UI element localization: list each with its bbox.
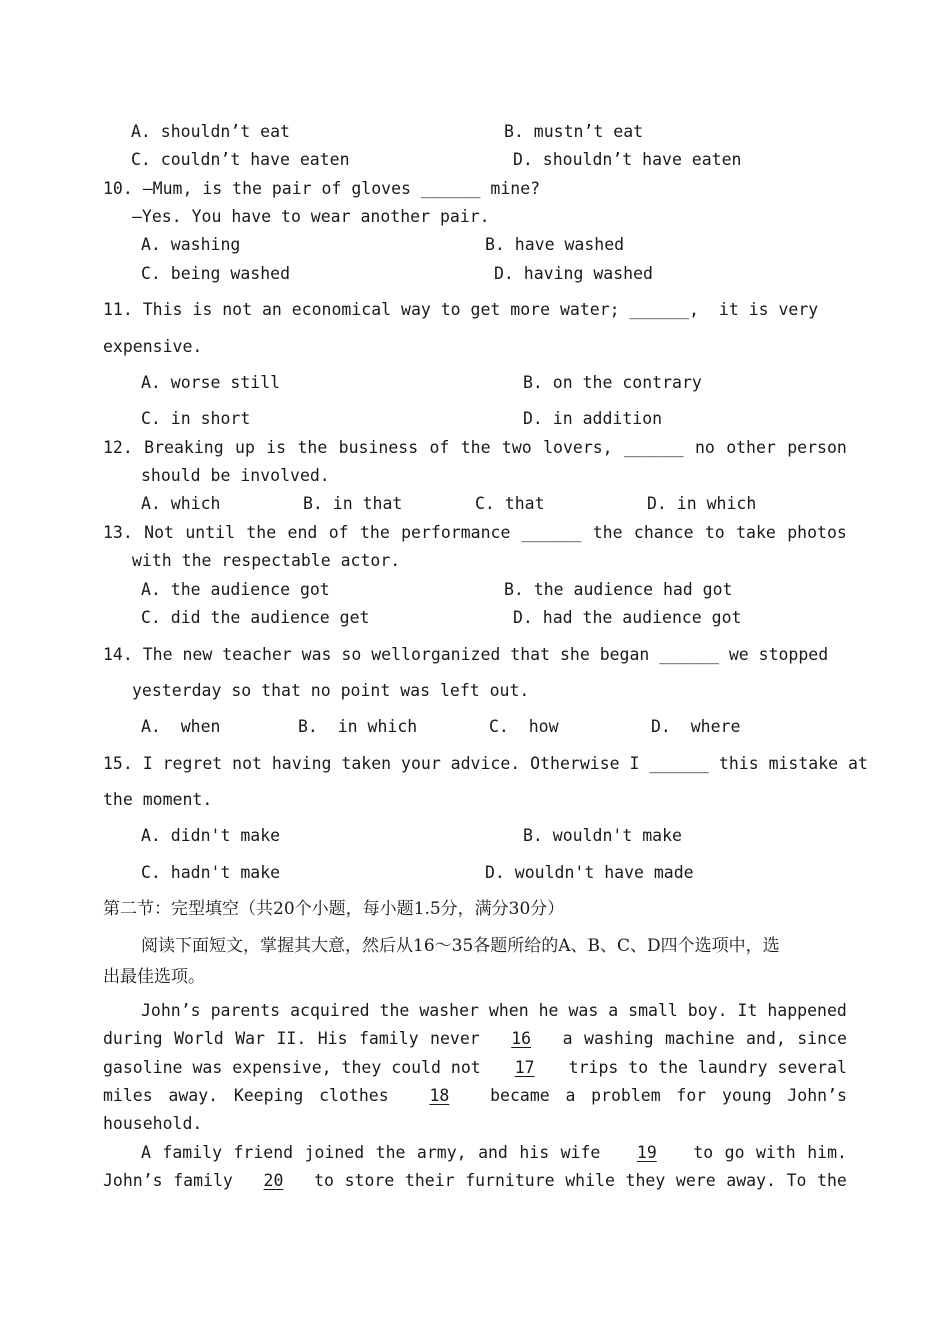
word: furniture xyxy=(465,1171,555,1190)
word: a xyxy=(608,1001,619,1020)
word: up xyxy=(235,438,255,457)
word: the xyxy=(246,523,277,542)
passage-p1-line2 xyxy=(103,1029,847,1049)
q12-option-a: A. which xyxy=(141,494,221,513)
section-instructions-line1: 阅读下面短文，掌握其大意，然后从16～35各题所给的A、B、C、D四个选项中，选 xyxy=(141,936,780,956)
word: was xyxy=(568,1001,599,1020)
word: lovers, xyxy=(543,438,613,457)
word: of xyxy=(328,523,349,542)
q14-option-d: D. where xyxy=(651,717,741,736)
q15-option-b: B. wouldn't make xyxy=(523,826,682,845)
q11-option-d: D. in addition xyxy=(523,409,663,428)
word: problem xyxy=(591,1086,661,1105)
word: not xyxy=(450,1058,481,1077)
q11-stem-line1: 11. This is not an economical way to get more water; ______, it is very xyxy=(103,300,819,319)
q10-option-d: D. having washed xyxy=(494,264,653,283)
word: laundry xyxy=(697,1058,768,1077)
word: never xyxy=(430,1029,480,1048)
q10-option-b: B. have washed xyxy=(485,235,625,254)
word: ______ xyxy=(623,438,684,457)
word: a xyxy=(562,1029,573,1048)
word: became xyxy=(490,1086,550,1105)
q14-stem-line2: yesterday so that no point was left out. xyxy=(132,681,530,700)
word: young xyxy=(721,1086,772,1105)
q12-stem-line2: should be involved. xyxy=(141,466,330,485)
word: A xyxy=(141,1143,151,1162)
section-heading: 第二节：完型填空（共20个小题，每小题1.5分，满分30分） xyxy=(103,899,565,919)
q15-stem-line2: the moment. xyxy=(103,790,213,809)
q10-stem-line1: 10. —Mum, is the pair of gloves ______ mine? xyxy=(103,179,541,198)
word: performance xyxy=(401,523,511,542)
q15-option-c: C. hadn't make xyxy=(141,863,281,882)
word: was xyxy=(192,1058,223,1077)
word: the xyxy=(359,523,390,542)
word: John’s xyxy=(141,1001,201,1020)
word: trips xyxy=(568,1058,619,1077)
word: the xyxy=(658,1058,688,1077)
word: since xyxy=(797,1029,847,1048)
word: of xyxy=(429,438,450,457)
blank-18: 18 xyxy=(429,1086,450,1105)
section-instructions-line2: 出最佳选项。 xyxy=(103,967,205,987)
word: family xyxy=(173,1171,233,1190)
word: while xyxy=(565,1171,615,1190)
word: his xyxy=(519,1143,550,1162)
word: were xyxy=(675,1171,716,1190)
word: washing xyxy=(584,1029,654,1048)
q12-option-d: D. in which xyxy=(647,494,757,513)
word: business xyxy=(338,438,419,457)
word: two xyxy=(501,438,532,457)
q11-option-c: C. in short xyxy=(141,409,251,428)
word: the xyxy=(460,438,491,457)
q12-option-c: C. that xyxy=(475,494,545,513)
word: boy. xyxy=(687,1001,728,1020)
passage-p1-line3 xyxy=(103,1058,847,1078)
word: a xyxy=(565,1086,576,1105)
word: person xyxy=(787,438,847,457)
word: joined xyxy=(304,1143,365,1162)
q10-option-a: A. washing xyxy=(141,235,241,254)
q12-stem-line1 xyxy=(103,438,847,458)
word: machine xyxy=(665,1029,735,1048)
word: John’s xyxy=(787,1086,847,1105)
word: Not xyxy=(144,523,174,542)
word: for xyxy=(676,1086,707,1105)
word: him. xyxy=(807,1143,847,1162)
q14-stem-line1: 14. The new teacher was so wellorganized that she began ______ we stopped xyxy=(103,645,829,664)
word: parents xyxy=(210,1001,281,1020)
word: Breaking xyxy=(144,438,224,457)
q15-stem-line1: 15. I regret not having taken your advice. Otherwise I ______ this mistake at xyxy=(103,754,868,773)
word: end xyxy=(287,523,318,542)
q14-option-c: C. how xyxy=(489,717,559,736)
word: War xyxy=(235,1029,265,1048)
q13-option-c: C. did the audience get xyxy=(141,608,370,627)
word: could xyxy=(391,1058,441,1077)
passage-p1-line1 xyxy=(141,1001,847,1021)
word: photos xyxy=(787,523,847,542)
q13-option-a: A. the audience got xyxy=(141,580,330,599)
word: to xyxy=(704,523,725,542)
word: the xyxy=(817,1171,847,1190)
q14-option-a: A. when xyxy=(141,717,221,736)
q15-option-d: D. wouldn't have made xyxy=(485,863,694,882)
q11-option-a: A. worse still xyxy=(141,373,281,392)
word: John’s xyxy=(103,1171,163,1190)
word: happened xyxy=(767,1001,847,1020)
passage-p2-line1 xyxy=(141,1143,847,1163)
word: take xyxy=(736,523,776,542)
word: family xyxy=(162,1143,223,1162)
word: they xyxy=(625,1171,666,1190)
q13-option-d: D. had the audience got xyxy=(513,608,742,627)
word: the xyxy=(592,523,623,542)
q14-option-b: B. in which xyxy=(298,717,418,736)
word: chance xyxy=(633,523,694,542)
word: to xyxy=(628,1058,649,1077)
word: acquired xyxy=(290,1001,370,1020)
word: the xyxy=(379,1001,410,1020)
q9-option-c: C. couldn’t have eaten xyxy=(131,150,350,169)
word: until xyxy=(185,523,236,542)
word: and xyxy=(478,1143,508,1162)
word: washer xyxy=(419,1001,479,1020)
word: World xyxy=(174,1029,224,1048)
blank-20: 20 xyxy=(263,1171,284,1190)
blank-19: 19 xyxy=(636,1143,657,1162)
word: and, xyxy=(746,1029,786,1048)
word: away. xyxy=(168,1086,219,1105)
q9-option-a: A. shouldn’t eat xyxy=(131,122,290,141)
word: army, xyxy=(416,1143,467,1162)
q12-option-b: B. in that xyxy=(303,494,403,513)
q11-stem-line2: expensive. xyxy=(103,337,203,356)
word: when xyxy=(488,1001,529,1020)
word: with xyxy=(756,1143,796,1162)
word: miles xyxy=(103,1086,153,1105)
word: other xyxy=(726,438,776,457)
word: expensive, xyxy=(232,1058,332,1077)
blank-16: 16 xyxy=(511,1029,532,1048)
word: the xyxy=(297,438,328,457)
word: ______ xyxy=(521,523,582,542)
word: gasoline xyxy=(103,1058,183,1077)
word: go xyxy=(724,1143,745,1162)
q15-option-a: A. didn't make xyxy=(141,826,281,845)
word: several xyxy=(777,1058,847,1077)
q13-stem-line2: with the respectable actor. xyxy=(132,551,401,570)
passage-p2-line2 xyxy=(103,1171,847,1191)
word: 12. xyxy=(103,438,133,457)
word: they xyxy=(341,1058,382,1077)
word: during xyxy=(103,1029,163,1048)
word: wife xyxy=(560,1143,601,1162)
word: 13. xyxy=(103,523,133,542)
word: II. xyxy=(276,1029,307,1048)
word: Keeping xyxy=(233,1086,304,1105)
word: to xyxy=(693,1143,714,1162)
q9-option-d: D. shouldn’t have eaten xyxy=(513,150,742,169)
word: store xyxy=(344,1171,395,1190)
passage-p1-line4 xyxy=(103,1086,847,1106)
word: away. xyxy=(726,1171,776,1190)
word: friend xyxy=(233,1143,294,1162)
word: to xyxy=(314,1171,334,1190)
q11-option-b: B. on the contrary xyxy=(523,373,702,392)
passage-p1-line5: household. xyxy=(103,1114,203,1133)
blank-17: 17 xyxy=(514,1058,535,1077)
q10-option-c: C. being washed xyxy=(141,264,291,283)
q9-option-b: B. mustn’t eat xyxy=(504,122,644,141)
word: is xyxy=(266,438,287,457)
word: clothes xyxy=(319,1086,389,1105)
word: small xyxy=(628,1001,678,1020)
word: the xyxy=(375,1143,406,1162)
word: To xyxy=(786,1171,807,1190)
word: It xyxy=(737,1001,758,1020)
word: their xyxy=(404,1171,455,1190)
word: no xyxy=(694,438,715,457)
word: His xyxy=(317,1029,348,1048)
q10-stem-line2: —Yes. You have to wear another pair. xyxy=(132,207,490,226)
word: family xyxy=(358,1029,419,1048)
q13-option-b: B. the audience had got xyxy=(504,580,733,599)
q13-stem-line1 xyxy=(103,523,847,543)
word: he xyxy=(538,1001,559,1020)
